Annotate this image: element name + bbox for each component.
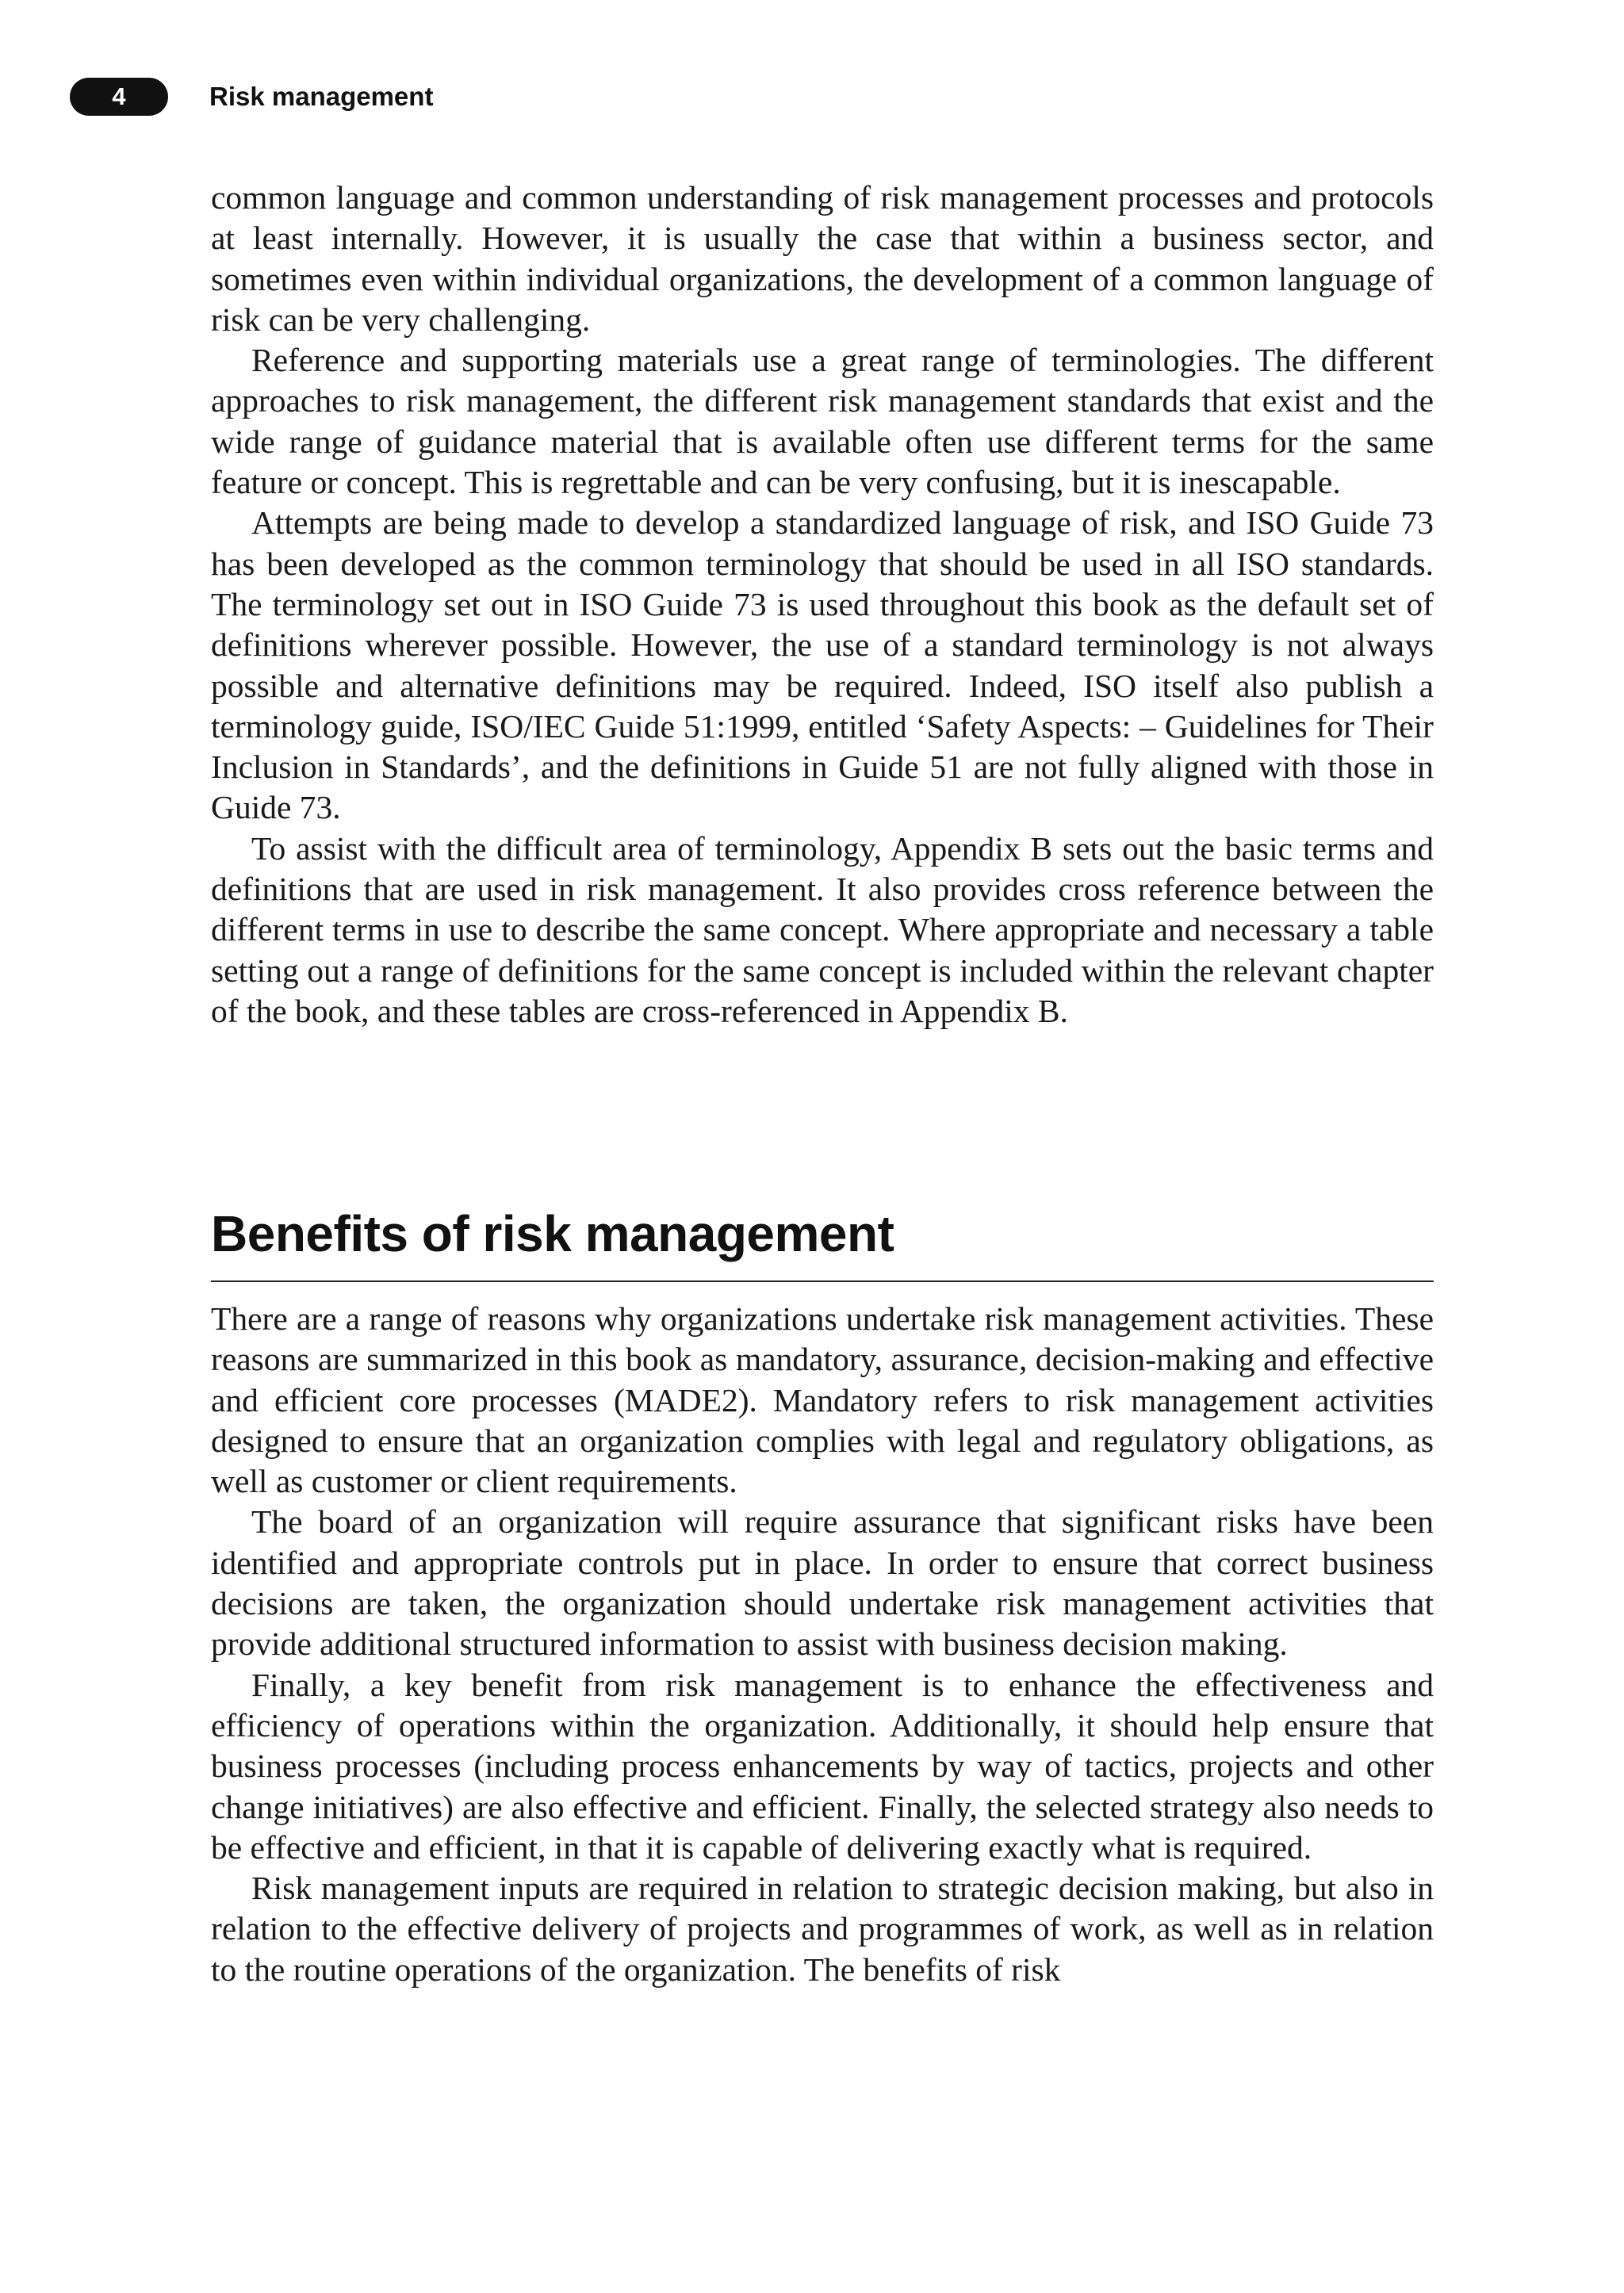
page-number-badge: 4 xyxy=(70,78,168,116)
section-heading: Benefits of risk management xyxy=(211,1205,894,1262)
paragraph: Finally, a key benefit from risk management is to enhance the effectiveness and efficiency of operations within the organization. Additionally, it should help ensure that business processes (including process enhancements by way of tactics, projects and other change initiatives) are also effective and efficient. Finally, the selected strategy also needs to be effective and efficient, in that it is capable of delivering exactly what is required. xyxy=(211,1666,1434,1866)
heading-rule xyxy=(211,1280,1434,1282)
paragraph: There are a range of reasons why organizations undertake risk management activities. These reasons are summarized in this book as mandatory, assurance, decision-making and effective and efficient core processes (MADE2). Mandatory refers to risk management activities designed to ensure that an organization complies with legal and regulatory obligations, as well as customer or client requirements. xyxy=(211,1300,1434,1500)
paragraph: common language and common understanding of risk management processes and protocols at least internally. However, it is usually the case that within a business sector, and sometimes even within individual organizations, the development of a common language of risk can be very challenging. xyxy=(211,179,1434,338)
paragraph: Risk management inputs are required in relation to strategic decision making, but also in relation to the effective delivery of projects and programmes of work, as well as in relation to the routine operations of the organization. The benefits of risk xyxy=(211,1870,1434,1988)
running-title: Risk management xyxy=(209,82,434,111)
paragraph: To assist with the difficult area of terminology, Appendix B sets out the basic terms and definitions that are used in risk management. It also provides cross reference between the different terms in use to describe the same concept. Where appropriate and necessary a table setting out a range of definitions for the same concept is included within the relevant chapter of the book, and these tables are cross-referenced in Appendix B. xyxy=(211,829,1434,1029)
page-header xyxy=(70,78,433,116)
paragraph: Reference and supporting materials use a great range of terminologies. The different approaches to risk management, the different risk management standards that exist and the wide range of guidance material that is available often use different terms for the same feature or concept. This is regrettable and can be very confusing, but it is inescapable. xyxy=(211,342,1434,501)
section-text xyxy=(211,1299,1434,1990)
paragraph: Attempts are being made to develop a standardized language of risk, and ISO Guide 73 has been developed as the common terminology that should be used in all ISO standards. The terminology set out in ISO Guide 73 is used throughout this book as the default set of definitions wherever possible. However, the use of a standard terminology is not always possible and alternative definitions may be required. Indeed, ISO itself also publish a terminology guide, ISO/IEC Guide 51:1999, entitled ‘Safety Aspects: – Guidelines for Their Inclusion in Standards’, and the definitions in Guide 51 are not fully aligned with those in Guide 73. xyxy=(211,504,1434,826)
paragraph: The board of an organization will require assurance that significant risks have been identified and appropriate controls put in place. In order to ensure that correct business decisions are taken, the organization should undertake risk management activities that provide additional structured information to assist with business decision making. xyxy=(211,1503,1434,1663)
intro-text xyxy=(211,178,1434,1032)
